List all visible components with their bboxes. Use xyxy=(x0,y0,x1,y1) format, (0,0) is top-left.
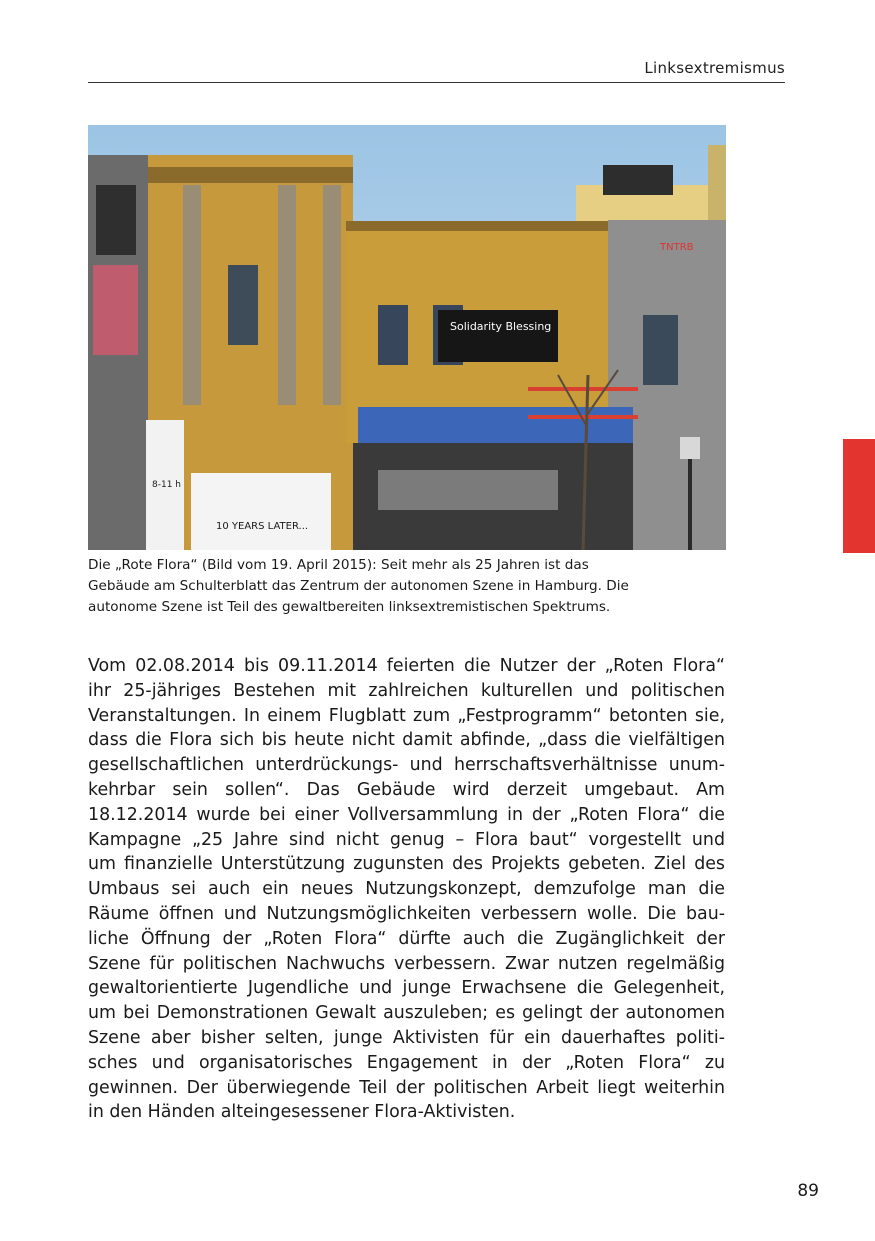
body-paragraph xyxy=(88,654,725,1125)
caption-line: autonome Szene ist Teil des gewaltbereiten linksextremistischen Spektrums. xyxy=(88,599,611,615)
banner-text: Solidarity Blessing xyxy=(450,320,552,333)
body-line: 18.12.2014 wurde bei einer Vollversammlung in der „Roten Flora“ die xyxy=(88,804,725,825)
page-number: 89 xyxy=(797,1181,819,1201)
body-line: sches und organisatorisches Engagement in der „Roten Flora“ zu xyxy=(88,1052,725,1073)
body-line: Vom 02.08.2014 bis 09.11.2014 feierten die Nutzer der „Roten Flora“ xyxy=(88,656,725,676)
body-line: in den Händen alteingesessener Flora-Aktivisten. xyxy=(88,1102,516,1123)
chapter-tab-marker xyxy=(843,439,875,553)
graffiti-tag-text: TNTRB xyxy=(660,242,694,253)
body-line: Kampagne „25 Jahre sind nicht genug – Flora baut“ vorgestellt und xyxy=(88,829,725,850)
body-line: Umbaus sei auch ein neues Nutzungskonzept, demzufolge man die xyxy=(88,879,725,900)
body-line: Szene aber bisher selten, junge Aktivisten für ein dauerhaftes politi- xyxy=(88,1027,725,1048)
body-line: Veranstaltungen. In einem Flugblatt zum „Festprogramm“ betonten sie, xyxy=(88,705,725,726)
memorial-sign-text: 10 YEARS LATER... xyxy=(216,521,309,532)
caption-line: Die „Rote Flora“ (Bild vom 19. April 2015): Seit mehr als 25 Jahren ist das xyxy=(88,557,589,573)
body-line: liche Öffnung der „Roten Flora“ dürfte auch die Zugänglichkeit der xyxy=(88,928,725,949)
body-line: Räume öffnen und Nutzungsmöglichkeiten verbessern wolle. Die bau- xyxy=(88,903,725,924)
body-line: kehrbar sein sollen“. Das Gebäude wird derzeit umgebaut. Am xyxy=(88,779,725,800)
body-line: um finanzielle Unterstützung zugunsten des Projekts gebeten. Ziel des xyxy=(88,854,725,875)
body-line: gewaltorientierte Jugendliche und junge Erwachsene die Gelegenheit, xyxy=(88,978,725,999)
header-rule xyxy=(88,82,785,83)
figure-caption xyxy=(88,555,728,618)
caption-line: Gebäude am Schulterblatt das Zentrum der autonomen Szene in Hamburg. Die xyxy=(88,578,629,594)
street-sign-text: 8-11 h xyxy=(152,480,181,490)
body-line: dass die Flora sich bis heute nicht damit abfinde, „dass die vielfältigen xyxy=(88,730,725,751)
body-line: um bei Demonstrationen Gewalt auszuleben; es gelingt der autonomen xyxy=(88,1003,725,1024)
body-line: gesellschaftlichen unterdrückungs- und herrschaftsverhältnisse unum- xyxy=(88,755,725,776)
body-line: gewinnen. Der überwiegende Teil der politischen Arbeit liegt weiterhin xyxy=(88,1077,725,1098)
body-line: Szene für politischen Nachwuchs verbessern. Zwar nutzen regelmäßig xyxy=(88,953,725,974)
rote-flora-photo xyxy=(88,125,726,550)
running-header: Linksextremismus xyxy=(644,59,785,77)
body-line: ihr 25-jähriges Bestehen mit zahlreichen kulturellen und politischen xyxy=(88,680,725,701)
